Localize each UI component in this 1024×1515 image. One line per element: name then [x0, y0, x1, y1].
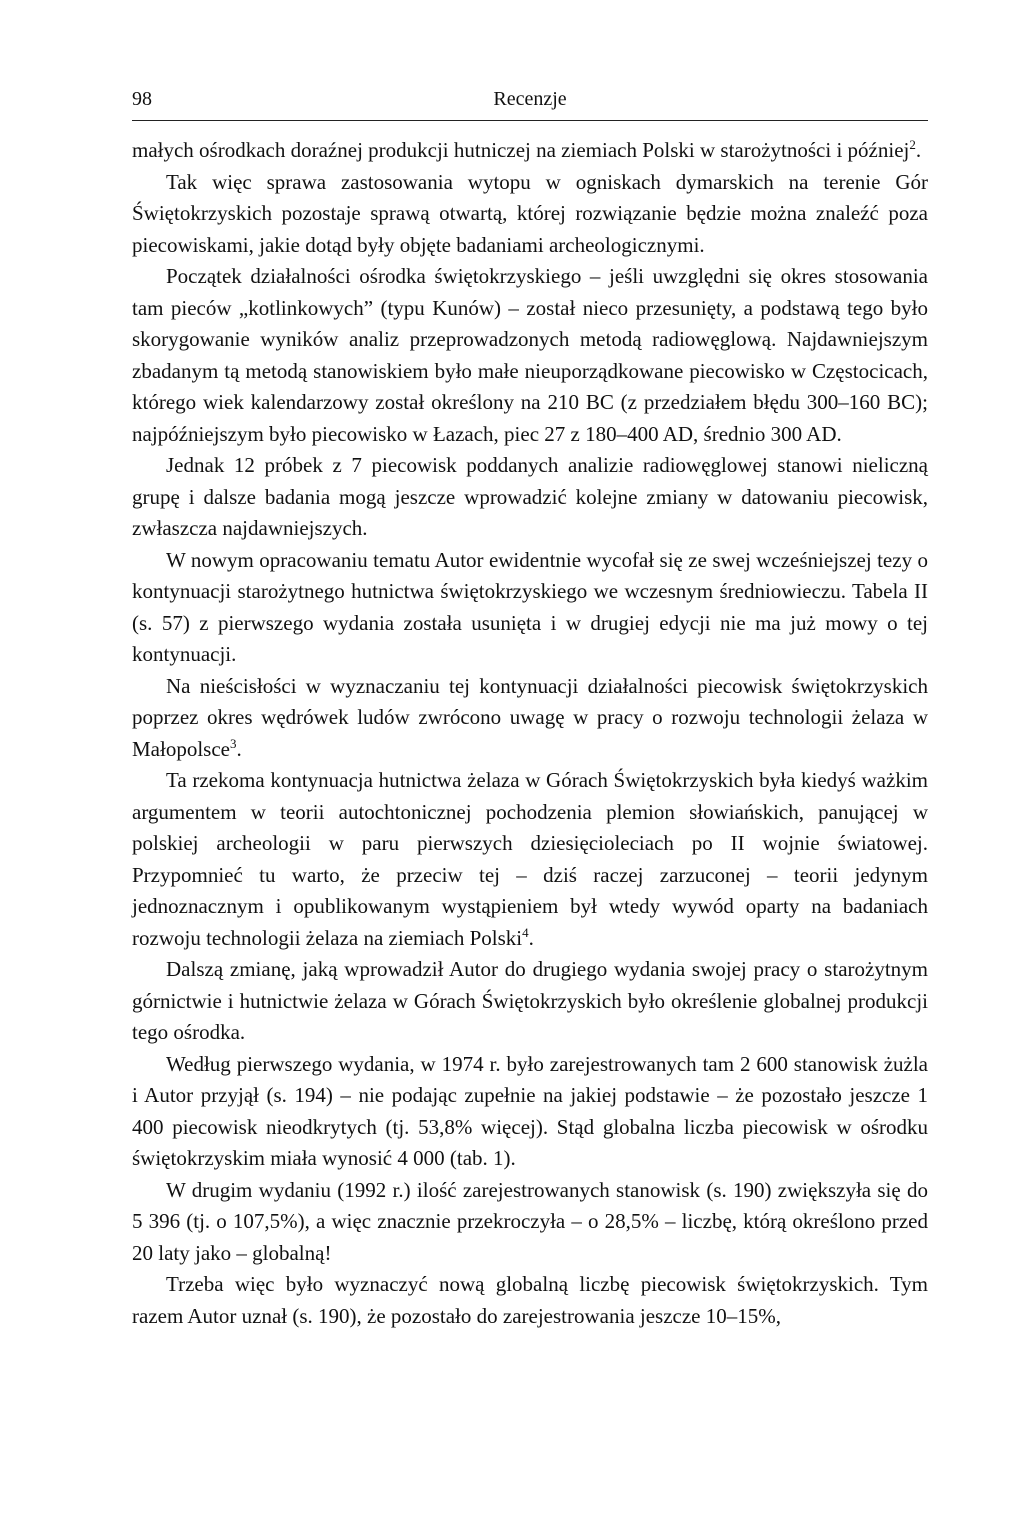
section-title: Recenzje — [493, 88, 567, 110]
page-number: 98 — [132, 88, 152, 110]
paragraph — [132, 1049, 928, 1175]
paragraph — [132, 167, 928, 262]
paragraph-text: Według pierwszego wydania, w 1974 r. było zarejestrowanych tam 2 600 stanowisk żużla i Autor przyjął (s. 194) – nie podając zupełnie na jakiej podstawie – że pozostało jeszcze 1 400 piecowisk nieodkrytych (tj. 53,8% więcej). Stąd globalna liczba piecowisk w ośrodku świętokrzyskim miała wynosić 4 000 (tab. 1). — [132, 1051, 928, 1170]
running-header — [132, 84, 928, 114]
paragraph — [132, 765, 928, 954]
paragraph-text: . — [236, 736, 242, 761]
paragraph-text: Początek działalności ośrodka świętokrzyskiego – jeśli uwzględni się okres stosowania tam pieców „kotlinkowych” (typu Kunów) – został nieco przesunięty, a podstawą tego było skorygowanie wyników analiz przeprowadzonych metodą radiowęglową. Najdawniejszym zbadanym tą metodą stanowiskiem było małe nieuporządkowane piecowisko w Częstocicach, którego wiek kalendarzowy został określony na 210 BC (z przedziałem błędu 300–160 BC); najpóźniejszym było piecowisko w Łazach, piec 27 z 180–400 AD, średnio 300 AD. — [132, 264, 928, 446]
paragraph-text: małych ośrodkach doraźnej produkcji hutniczej na ziemiach Polski w starożytności i później — [132, 138, 910, 162]
body-text — [132, 135, 928, 1332]
document-page — [132, 84, 928, 1332]
paragraph — [132, 450, 928, 545]
header-rule — [132, 120, 928, 121]
paragraph-text: Tak więc sprawa zastosowania wytopu w ogniskach dymarskich na terenie Gór Świętokrzyskich pozostaje sprawą otwartą, której rozwiązanie będzie można znaleźć poza piecowiskami, jakie dotąd były objęte badaniami archeologicznymi. — [132, 169, 928, 257]
paragraph-text: Na nieścisłości w wyznaczaniu tej kontynuacji działalności piecowisk świętokrzyskich poprzez okres wędrówek ludów zwrócono uwagę w pracy o rozwoju technologii żelaza w Małopolsce — [132, 673, 928, 761]
paragraph-text: W nowym opracowaniu tematu Autor ewidentnie wycofał się ze swej wcześniejszej tezy o kontynuacji starożytnego hutnictwa świętokrzyskiego we wczesnym średniowieczu. Tabela II (s. 57) z pierwszego wydania została usunięta i w drugiej edycji nie ma już mowy o tej kontynuacji. — [132, 547, 928, 666]
paragraph-text: . — [528, 925, 534, 950]
footnote-marker: 3 — [229, 735, 237, 751]
paragraph-text: W drugim wydaniu (1992 r.) ilość zarejestrowanych stanowisk (s. 190) zwiększyła się do 5 396 (tj. o 107,5%), a więc znacznie przekroczyła – o 28,5% – liczbę, którą określono przed 20 laty jako – globalną! — [132, 1177, 928, 1265]
footnote-marker: 4 — [522, 924, 529, 940]
paragraph-text: Dalszą zmianę, jaką wprowadził Autor do drugiego wydania swojej pracy o starożytnym górnictwie i hutnictwie żelaza w Górach Świętokrzyskich było określenie globalnej produkcji tego ośrodka. — [132, 957, 928, 1044]
paragraph-text: Ta rzekoma kontynuacja hutnictwa żelaza w Górach Świętokrzyskich była kiedyś ważkim argumentem w teorii autochtonicznej pochodzenia plemion słowiańskich, panującej w polskiej archeologii w paru pierwszych dziesięcioleciach po II wojnie światowej. Przypomnieć tu warto, że przeciw tej – dziś raczej zarzuconej – teorii jedynym jednoznacznym i opublikowanym wystąpieniem był wtedy wywód oparty na badaniach rozwoju technologii żelaza na ziemiach Polski — [132, 768, 928, 950]
paragraph — [132, 1269, 928, 1332]
paragraph-text: . — [915, 138, 922, 162]
paragraph — [132, 1175, 928, 1270]
paragraph — [132, 954, 928, 1049]
paragraph-text: Trzeba więc było wyznaczyć nową globalną liczbę piecowisk świętokrzyskich. Tym razem Autor uznał (s. 190), że pozostało do zarejestrowania jeszcze 10–15%, — [132, 1272, 928, 1328]
paragraph — [132, 671, 928, 766]
paragraph — [132, 261, 928, 450]
paragraph — [132, 135, 928, 167]
footnote-marker: 2 — [909, 137, 916, 152]
paragraph-text: Jednak 12 próbek z 7 piecowisk poddanych analizie radiowęglowej stanowi nieliczną grupę i dalsze badania mogą jeszcze wprowadzić kolejne zmiany w datowaniu piecowisk, zwłaszcza najdawniejszych. — [132, 453, 928, 540]
paragraph — [132, 545, 928, 671]
